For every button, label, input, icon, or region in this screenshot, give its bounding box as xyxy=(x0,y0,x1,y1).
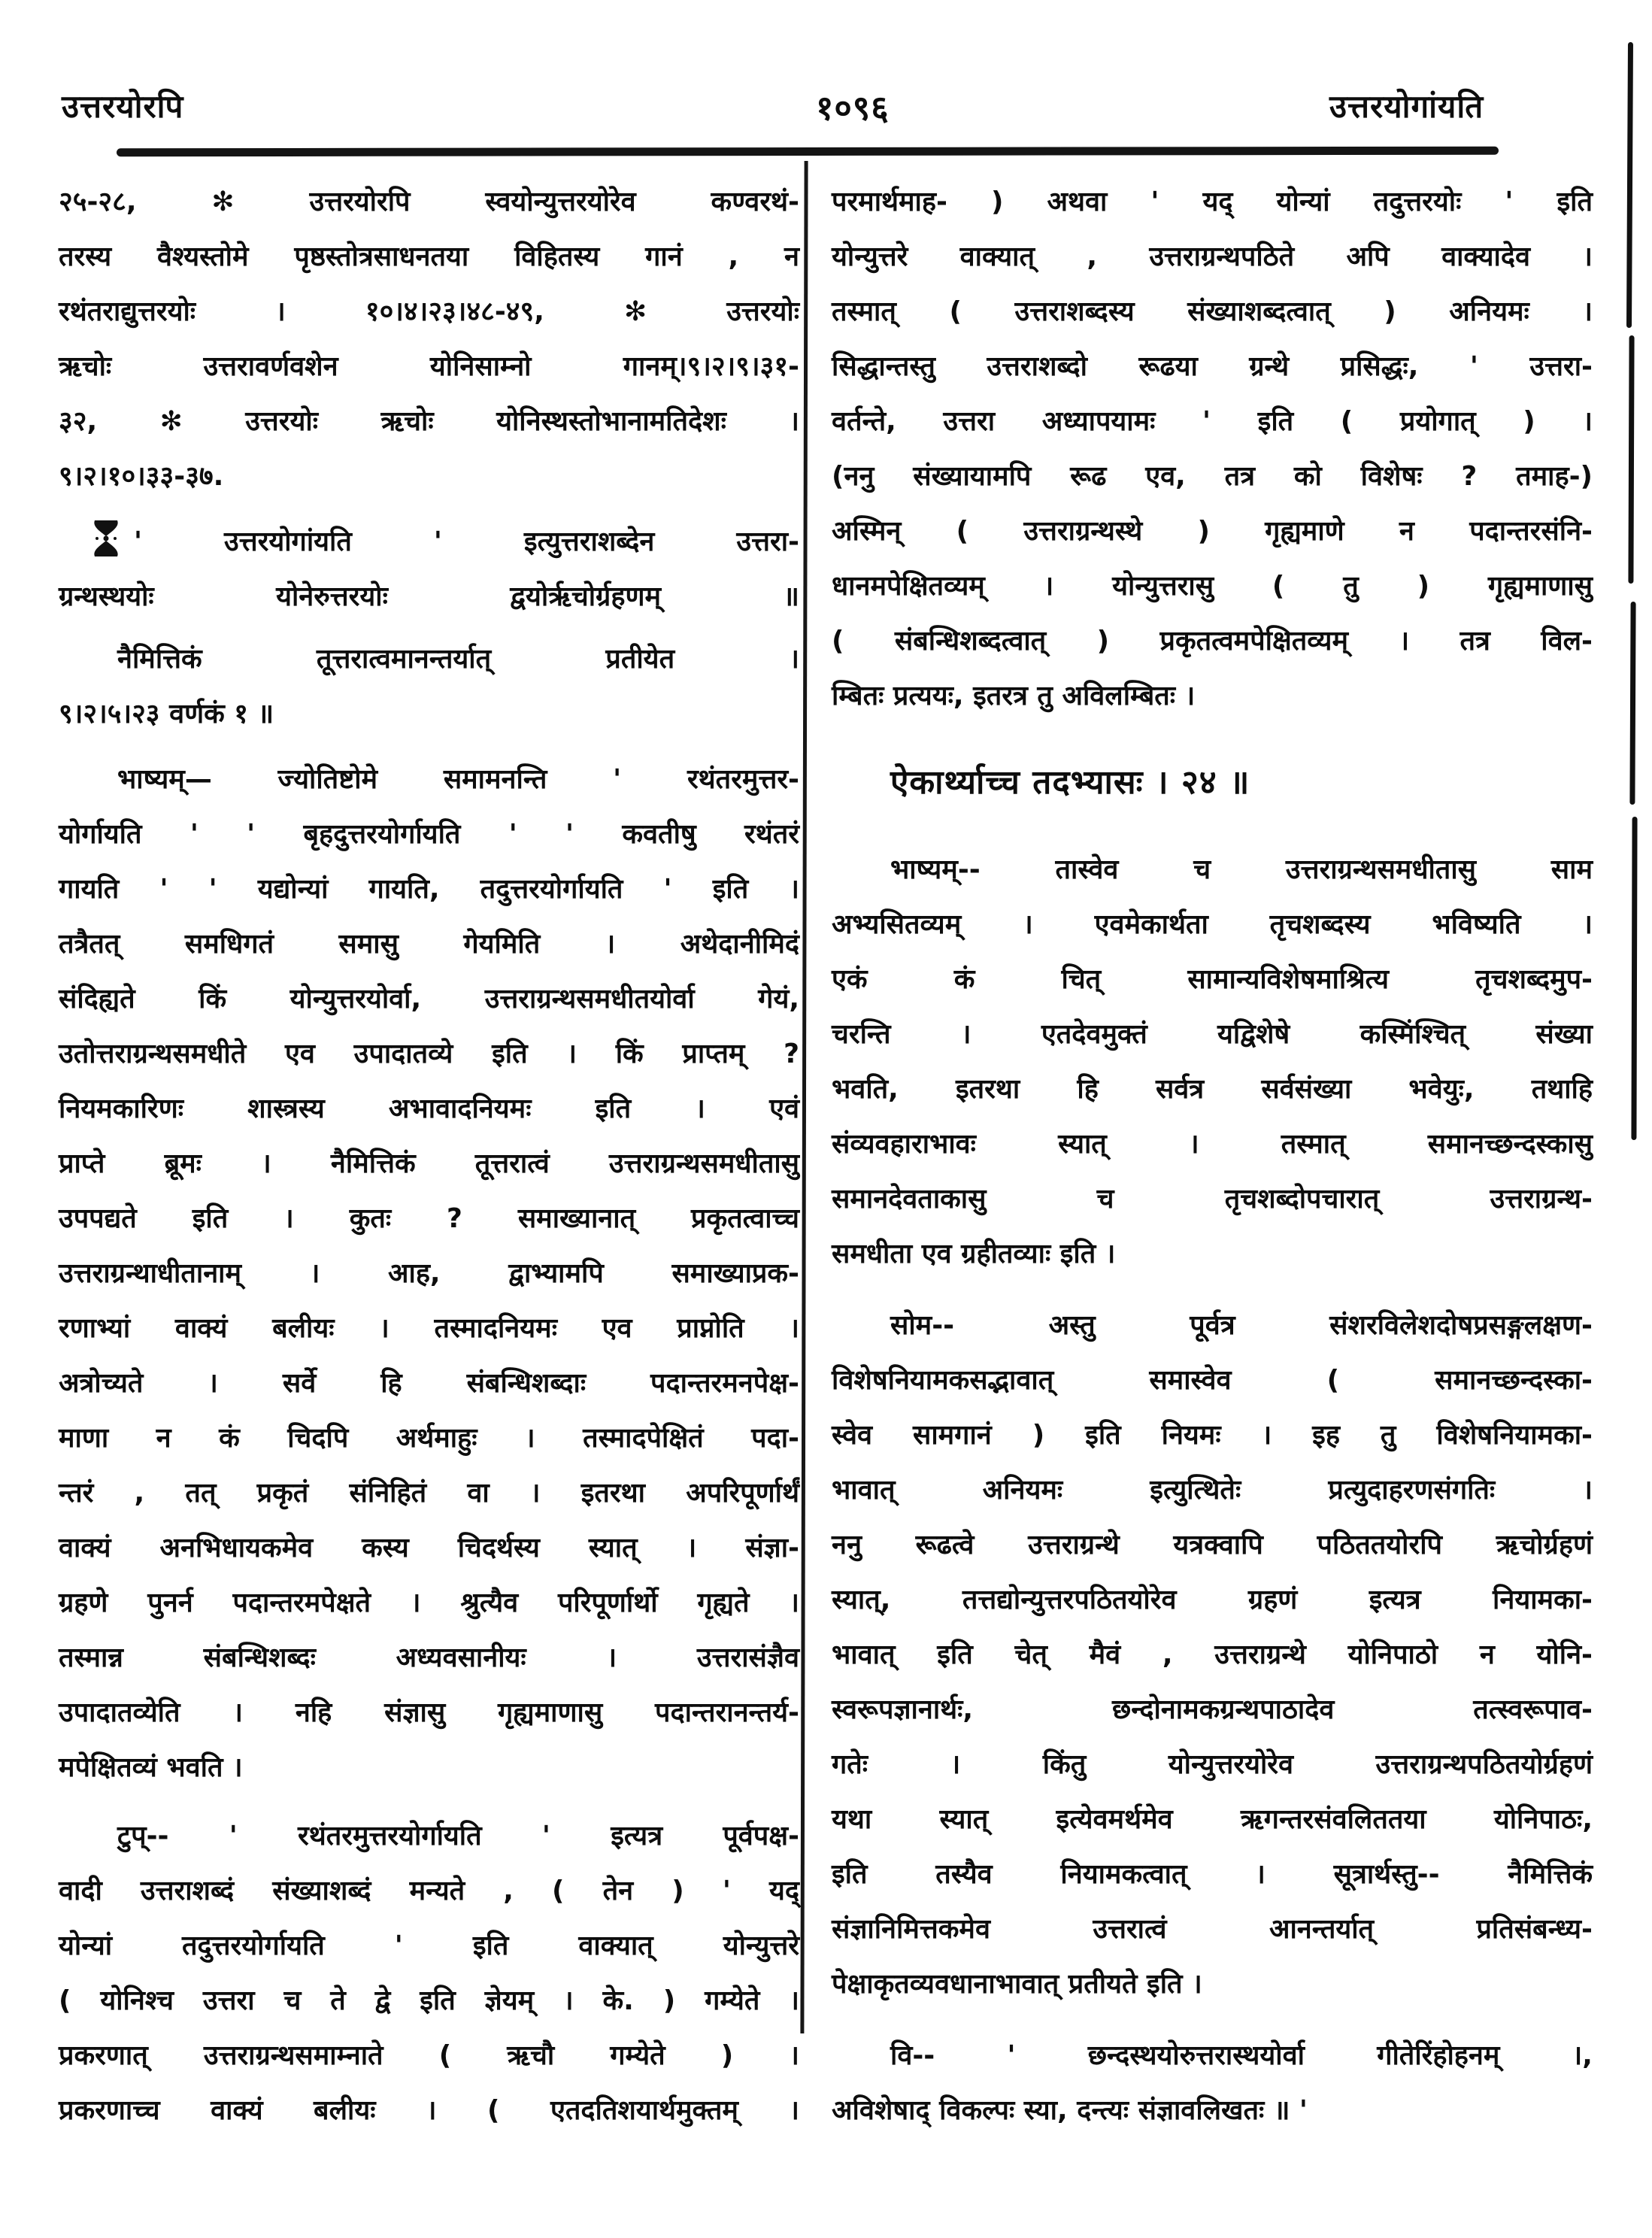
line-text: ( संबन्धिशब्दत्वात् ) प्रकृतत्वमपेक्षितव्यम् । तत्र विल- xyxy=(832,626,1593,657)
text-line xyxy=(59,1081,799,1136)
line-text: भावात् इति चेत् मैवं , उत्तराग्रन्थे योनिपाठो न योनि- xyxy=(832,1639,1593,1670)
line-text: संव्यवहाराभावः स्यात् । तस्मात् समानच्छन्दस्कासु xyxy=(832,1129,1593,1160)
line-text: अभ्यसितव्यम् । एवमेकार्थता तृचशब्दस्य भविष्यति । xyxy=(832,909,1593,940)
text-line xyxy=(832,952,1593,1007)
text-line xyxy=(59,1027,799,1081)
line-text: वाक्यं अनभिधायकमेव कस्य चिदर्थस्य स्यात् । संज्ञा- xyxy=(59,1533,799,1563)
text-line xyxy=(832,1227,1593,1281)
text-line xyxy=(59,1301,799,1356)
text-line xyxy=(832,2083,1593,2138)
line-text: तस्मान्न संबन्धिशब्दः अध्यवसानीयः । उत्तरासंज्ञैव xyxy=(59,1642,799,1673)
sutra-line xyxy=(832,749,1593,817)
line-text: वर्तन्ते, उत्तरा अध्यापयामः ' इति ( प्रयोगात् ) । xyxy=(832,406,1593,437)
text-line xyxy=(832,1062,1593,1117)
text-line xyxy=(59,1863,799,1918)
line-text: म्बितः प्रत्ययः, इतरत्र तु अविलम्बितः । xyxy=(832,681,1196,711)
line-text: ' उत्तरयोगांयति ' इत्युत्तराशब्देन उत्तरा- xyxy=(134,526,799,557)
text-line xyxy=(832,1518,1593,1572)
text-line xyxy=(59,284,799,339)
page-edge-line xyxy=(1628,335,1634,584)
line-text: पेक्षाकृतव्यवधानाभावात् प्रतीयते इति । xyxy=(832,1969,1202,2000)
line-text: वादी उत्तराशब्दं संख्याशब्दं मन्यते , ( तेन ) ' यद् xyxy=(59,1876,799,1906)
text-line xyxy=(59,1356,799,1411)
line-text: वि-- ' छन्दस्थयोरुत्तरास्थयोर्वा गीतेरिंहोहनम् ।, xyxy=(890,2040,1593,2071)
text-line xyxy=(832,897,1593,952)
text-line xyxy=(59,394,799,449)
page-edge-line xyxy=(1631,817,1637,1140)
text-line xyxy=(832,842,1593,897)
line-text: योर्गायति ' ' बृहदुत्तरयोर्गायति ' ' कवतीषु रथंतरं xyxy=(59,819,799,850)
running-header-left: उत्तरयोरपि xyxy=(62,88,184,125)
line-text: तत्रैतत् समधिगतं समासु गेयमिति । अथेदानीमिदं xyxy=(59,929,799,960)
line-text: ऋचोः उत्तरावर्णवशेन योनिसाम्नो गानम्।९।२।९।३१- xyxy=(59,351,799,382)
text-line xyxy=(832,1792,1593,1847)
line-text: स्वरूपज्ञानार्थः, छन्दोनामकग्रन्थपाठादेव तत्स्वरूपाव- xyxy=(832,1694,1593,1725)
text-line xyxy=(832,284,1593,339)
line-text: चरन्ति । एतदेवमुक्तं यद्विशेषे कस्मिंश्चित् संख्या xyxy=(832,1019,1593,1050)
text-line xyxy=(832,174,1593,229)
running-header-right: उत्तरयोगांयति xyxy=(1329,88,1484,125)
text-line xyxy=(59,687,799,741)
line-text: अत्रोच्यते । सर्वे हि संबन्धिशब्दाः पदान्तरमनपेक्ष- xyxy=(59,1368,799,1399)
text-line xyxy=(59,174,799,229)
text-line xyxy=(832,1627,1593,1682)
line-text: ग्रन्थस्थयोः योनेरुत्तरयोः द्वयोर्ऋचोर्ग्रहणम् ॥ xyxy=(59,581,799,612)
text-line xyxy=(832,669,1593,723)
text-line xyxy=(59,569,799,624)
line-text: ननु रूढत्वे उत्तराग्रन्थे यत्रक्वापि पठिततयोरपि ऋचोर्ग्रहणं xyxy=(832,1530,1593,1560)
text-line xyxy=(832,1353,1593,1408)
line-text: मपेक्षितव्यं भवति । xyxy=(59,1752,243,1783)
line-text: स्वेव सामगानं ) इति नियमः । इह तु विशेषनियामका- xyxy=(832,1420,1593,1451)
right-column xyxy=(832,174,1593,2138)
line-text: योन्युत्तरे वाक्यात् , उत्तराग्रन्थपठिते अपि वाक्यादेव । xyxy=(832,241,1593,272)
text-line xyxy=(832,1463,1593,1518)
text-line xyxy=(59,1191,799,1246)
line-text: टुप्-- ' रथंतरमुत्तरयोर्गायति ' इत्यत्र पूर्वपक्ष- xyxy=(117,1821,799,1851)
text-line xyxy=(59,2028,799,2083)
text-line xyxy=(832,504,1593,559)
line-text: संदिह्यते किं योन्युत्तरयोर्वा, उत्तराग्रन्थसमधीतयोर्वा गेयं, xyxy=(59,984,799,1014)
line-text: (ननु संख्यायामपि रूढ एव, तत्र को विशेषः ? तमाह-) xyxy=(832,461,1593,492)
line-text: भावात् अनियमः इत्युत्थितेः प्रत्युदाहरणसंगतिः । xyxy=(832,1475,1593,1506)
line-text: ३२, ✻ उत्तरयोः ऋचोः योनिस्थस्तोभानामतिदेशः । xyxy=(59,406,799,437)
text-line xyxy=(59,1973,799,2028)
text-line xyxy=(59,1411,799,1466)
text-line xyxy=(59,1136,799,1191)
text-line xyxy=(832,1007,1593,1062)
line-text: प्रकरणात् उत्तराग्रन्थसमाम्नाते ( ऋचौ गम्येते ) । xyxy=(59,2040,799,2071)
line-text: नैमित्तिकं तूत्तरात्वमानन्तर्यात् प्रतीयेत । xyxy=(117,644,799,675)
header-rule xyxy=(117,147,1499,157)
page-number: १०९६ xyxy=(816,88,890,128)
line-text: नियमकारिणः शास्त्रस्य अभावादनियमः इति । एवं xyxy=(59,1093,799,1124)
text-line xyxy=(832,1737,1593,1792)
line-text: योन्यां तदुत्तरयोर्गायति ' इति वाक्यात् योन्युत्तरे xyxy=(59,1930,799,1961)
line-text: इति तस्यैव नियामकत्वात् । सूत्रार्थस्तु-- नैमित्तिकं xyxy=(832,1859,1593,1890)
line-text: यथा स्यात् इत्येवमर्थमेव ऋगन्तरसंवलिततया योनिपाठः, xyxy=(832,1804,1593,1835)
line-text: सिद्धान्तस्तु उत्तराशब्दो रूढया ग्रन्थे प्रसिद्धः, ' उत्तरा- xyxy=(832,351,1593,382)
line-text: संज्ञानिमित्तकमेव उत्तरात्वं आनन्तर्यात् प्रतिसंबन्ध्य- xyxy=(832,1914,1593,1945)
text-line xyxy=(59,972,799,1027)
text-line xyxy=(832,1298,1593,1353)
page-edge-line xyxy=(1626,42,1633,328)
line-text: भवति, इतरथा हि सर्वत्र सर्वसंख्या भवेयुः, तथाहि xyxy=(832,1074,1593,1105)
text-line xyxy=(832,1572,1593,1627)
page-edge-line xyxy=(1629,602,1635,805)
line-text: २५-२८, ✻ उत्तरयोरपि स्वयोन्युत्तरयोरेव कण्वरथं- xyxy=(59,186,799,217)
line-text: उतोत्तराग्रन्थसमधीते एव उपादातव्ये इति । किं प्राप्तम् ? xyxy=(59,1039,799,1069)
text-line xyxy=(832,1682,1593,1737)
text-line xyxy=(59,1521,799,1575)
line-text: ऐकार्थ्याच्च तदभ्यासः । २४ ॥ xyxy=(890,763,1250,802)
text-line xyxy=(832,559,1593,614)
text-line xyxy=(59,1630,799,1685)
text-line xyxy=(59,514,799,569)
text-line xyxy=(59,1685,799,1740)
text-line xyxy=(832,614,1593,669)
text-line xyxy=(59,2083,799,2138)
line-text: न्तरं , तत् प्रकृतं संनिहितं वा । इतरथा अपरिपूर्णार्थं xyxy=(59,1478,799,1509)
line-text: रणाभ्यां वाक्यं बलीयः । तस्मादनियमः एव प्राप्नोति । xyxy=(59,1313,799,1344)
line-text: एकं कं चित् सामान्यविशेषमाश्रित्य तृचशब्दमुप- xyxy=(832,964,1593,995)
text-line xyxy=(59,1246,799,1301)
text-line xyxy=(59,229,799,284)
line-text: उत्तराग्रन्थाधीतानाम् । आह, द्वाभ्यामपि समाख्याप्रक- xyxy=(59,1258,799,1289)
text-line xyxy=(832,229,1593,284)
line-text: तरस्य वैश्यस्तोमे पृष्ठस्तोत्रसाधनतया विहितस्य गानं , न xyxy=(59,241,799,272)
text-line xyxy=(59,1740,799,1795)
line-text: अस्मिन् ( उत्तराग्रन्थस्थे ) गृह्यमाणे न पदान्तरसंनि- xyxy=(832,516,1593,547)
line-text: अविशेषाद् विकल्पः स्या, दन्त्यः संज्ञावलिखतः ॥ ' xyxy=(832,2095,1308,2126)
line-text: ९।२।१०।३३-३७. xyxy=(59,461,224,492)
line-text: विशेषनियामकसद्भावात् समास्वेव ( समानच्छन्दस्का- xyxy=(832,1365,1593,1396)
text-line xyxy=(59,1466,799,1521)
text-line xyxy=(832,394,1593,449)
line-text: परमार्थमाह- ) अथवा ' यद् योन्यां तदुत्तरयोः ' इति xyxy=(832,186,1593,217)
line-text: सोम-- अस्तु पूर्वत्र संशरविलेशदोषप्रसङ्गलक्षण- xyxy=(890,1310,1593,1341)
text-line xyxy=(832,449,1593,504)
line-text: स्यात्, तत्तद्योन्युत्तरपठितयोरेव ग्रहणं इत्यत्र नियामका- xyxy=(832,1584,1593,1615)
text-line xyxy=(832,2028,1593,2083)
line-text: ९।२।५।२३ वर्णकं १ ॥ xyxy=(59,699,274,729)
text-line xyxy=(832,1847,1593,1902)
line-text: प्राप्ते ब्रूमः । नैमित्तिकं तूत्तरात्वं उत्तराग्रन्थसमधीतासु xyxy=(59,1148,799,1179)
text-line xyxy=(832,1902,1593,1957)
text-line xyxy=(59,449,799,504)
line-text: भाष्यम्— ज्योतिष्टोमे समामनन्ति ' रथंतरमुत्तर- xyxy=(117,764,799,795)
line-text: प्रकरणाच्च वाक्यं बलीयः । ( एतदतिशयार्थमुक्तम् । xyxy=(59,2095,799,2126)
line-text: समधीता एव ग्रहीतव्याः इति । xyxy=(832,1239,1116,1269)
text-line xyxy=(832,1117,1593,1172)
line-text: धानमपेक्षितव्यम् । योन्युत्तरासु ( तु ) गृह्यमाणासु xyxy=(832,571,1593,602)
line-text: गतेः । किंतु योन्युत्तरयोरेव उत्तराग्रन्थपठितयोर्ग्रहणं xyxy=(832,1749,1593,1780)
text-line xyxy=(59,1809,799,1863)
text-line xyxy=(59,632,799,687)
text-line xyxy=(59,807,799,862)
text-line xyxy=(59,339,799,394)
line-text: उपादातव्येति । नहि संज्ञासु गृह्यमाणासु पदान्तरानन्तर्य- xyxy=(59,1697,799,1728)
line-text: ग्रहणे पुनर्न पदान्तरमपेक्षते । श्रुत्यैव परिपूर्णार्थो गृह्यते । xyxy=(59,1588,799,1618)
line-text: भाष्यम्-- तास्वेव च उत्तराग्रन्थसमधीतासु साम xyxy=(890,854,1593,885)
text-line xyxy=(59,862,799,917)
section-ornament-icon xyxy=(90,519,122,558)
line-text: ( योनिश्च उत्तरा च ते द्वे इति ज्ञेयम् । के. ) गम्येते । xyxy=(59,1985,799,2016)
left-column xyxy=(59,174,799,2138)
text-line xyxy=(59,1918,799,1973)
column-divider-rule xyxy=(800,161,808,2033)
line-text: समानदेवताकासु च तृचशब्दोपचारात् उत्तराग्रन्थ- xyxy=(832,1184,1593,1215)
text-line xyxy=(832,1957,1593,2012)
line-text: रथंतराद्युत्तरयोः । १०।४।२३।४८-४९, ✻ उत्तरयोः xyxy=(59,296,799,327)
line-text: उपपद्यते इति । कुतः ? समाख्यानात् प्रकृतत्वाच्च xyxy=(59,1203,799,1234)
text-line xyxy=(832,1408,1593,1463)
line-text: गायति ' ' यद्योन्यां गायति, तदुत्तरयोर्गायति ' इति । xyxy=(59,874,799,905)
text-line xyxy=(832,1172,1593,1227)
text-line xyxy=(59,1575,799,1630)
text-line xyxy=(59,752,799,807)
text-line xyxy=(59,917,799,972)
line-text: माणा न कं चिदपि अर्थमाहुः । तस्मादपेक्षितं पदा- xyxy=(59,1423,799,1454)
line-text: तस्मात् ( उत्तराशब्दस्य संख्याशब्दत्वात् ) अनियमः । xyxy=(832,296,1593,327)
text-line xyxy=(832,339,1593,394)
